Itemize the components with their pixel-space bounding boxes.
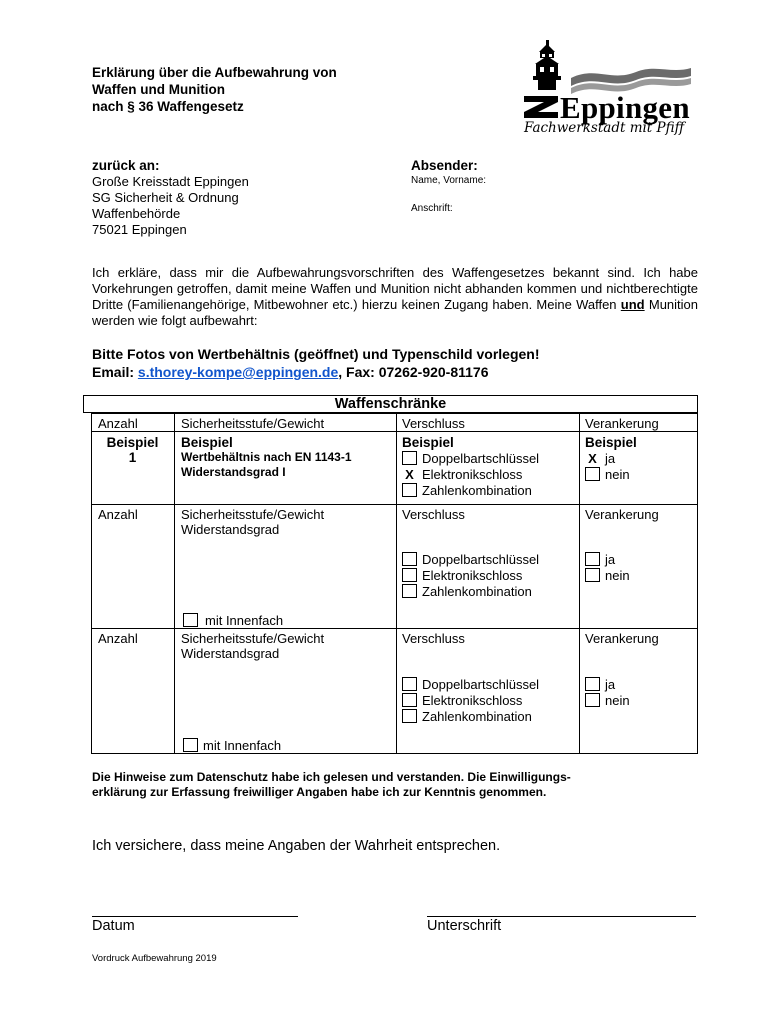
checkbox[interactable] xyxy=(585,552,600,566)
row2-anchor-options xyxy=(585,677,630,709)
date-line[interactable] xyxy=(92,916,298,917)
option-label: Doppelbartschlüssel xyxy=(422,451,540,466)
example-label-text: Beispiel xyxy=(106,435,159,450)
email-label: Email: xyxy=(92,364,138,380)
row1-anchor-label: Verankerung xyxy=(585,507,659,522)
example-security-line: Widerstandsgrad I xyxy=(181,465,286,479)
checkbox[interactable] xyxy=(585,677,600,691)
option-label: ja xyxy=(605,552,616,567)
example-security-line: Wertbehältnis nach EN 1143-1 xyxy=(181,450,352,464)
option-label: Zahlenkombination xyxy=(422,483,532,498)
date-label: Datum xyxy=(92,918,135,934)
checkbox[interactable] xyxy=(402,568,417,582)
checkbox[interactable] xyxy=(402,552,417,566)
row1-lock-options xyxy=(402,552,539,600)
privacy-line: erklärung zur Erfassung freiwilliger Angaben habe ich zur Kenntnis genommen. xyxy=(92,785,547,799)
signature-line[interactable] xyxy=(427,916,696,917)
example-count: 1 xyxy=(128,450,137,465)
sender-address-field[interactable]: Anschrift: xyxy=(411,203,453,214)
row1-anchor-options xyxy=(585,552,630,584)
option-label: mit Innenfach xyxy=(203,738,282,753)
option-label: Elektronikschloss xyxy=(422,693,523,708)
row2-inner-compartment xyxy=(183,738,281,753)
checkbox[interactable] xyxy=(402,709,417,723)
declaration-part2: Munition werden wie folgt aufbewahrt: xyxy=(92,297,699,328)
privacy-line: Die Hinweise zum Datenschutz habe ich gelesen und verstanden. Die Einwilligungs- xyxy=(92,770,571,784)
option-label: ja xyxy=(605,451,616,466)
form-title-line2: Waffen und Munition xyxy=(92,82,225,97)
row2-count-label: Anzahl xyxy=(98,631,138,646)
recipient-line: Waffenbehörde xyxy=(92,206,181,221)
recipient-block xyxy=(92,158,249,238)
example-anchor xyxy=(585,435,637,483)
declaration-text xyxy=(92,265,698,329)
option-label: Doppelbartschlüssel xyxy=(422,677,540,692)
option-label: mit Innenfach xyxy=(205,613,284,628)
header-anchor: Verankerung xyxy=(585,416,659,431)
row1-security-label xyxy=(181,507,324,537)
checkbox[interactable] xyxy=(585,693,600,707)
option-label: Zahlenkombination xyxy=(422,584,532,599)
row2-anchor-label: Verankerung xyxy=(585,631,659,646)
option-label: Elektronikschloss xyxy=(422,568,523,583)
example-security xyxy=(181,435,352,480)
row-header-text: Sicherheitsstufe/Gewicht xyxy=(181,507,325,522)
sender-heading: Absender: xyxy=(411,158,478,173)
option-label: nein xyxy=(605,693,630,708)
recipient-heading: zurück an: xyxy=(92,158,160,173)
row-header-text: Sicherheitsstufe/Gewicht xyxy=(181,631,325,646)
row-header-text: Widerstandsgrad xyxy=(181,522,280,537)
option-label: Elektronikschloss xyxy=(422,467,523,482)
privacy-notice xyxy=(92,770,571,800)
form-title-line3: nach § 36 Waffengesetz xyxy=(92,99,244,114)
checkbox[interactable] xyxy=(402,483,417,497)
safes-table xyxy=(91,395,698,754)
checkbox[interactable] xyxy=(402,584,417,598)
checkbox[interactable] xyxy=(402,451,417,465)
table-title: Waffenschränke xyxy=(334,396,447,412)
recipient-line: SG Sicherheit & Ordnung xyxy=(92,190,239,205)
form-title xyxy=(92,64,337,115)
option-label: nein xyxy=(605,568,630,583)
checkbox[interactable] xyxy=(585,568,600,582)
logo-tagline: Fachwerkstadt mit Pfiff xyxy=(524,120,685,136)
example-lock-label: Beispiel xyxy=(402,435,454,450)
option-label: Zahlenkombination xyxy=(422,709,532,724)
example-label xyxy=(91,435,174,465)
checkmark-x-icon[interactable]: X xyxy=(588,451,597,466)
option-label: nein xyxy=(605,467,630,482)
checkbox[interactable] xyxy=(402,693,417,707)
row1-inner-compartment xyxy=(183,613,283,628)
option-label: ja xyxy=(605,677,616,692)
sender-name-field[interactable]: Name, Vorname: xyxy=(411,175,487,186)
example-anchor-label: Beispiel xyxy=(585,435,637,450)
photo-notice-line: Bitte Fotos von Wertbehältnis (geöffnet) und Typenschild vorlegen! xyxy=(92,346,540,362)
option-label: Doppelbartschlüssel xyxy=(422,552,540,567)
checkbox[interactable] xyxy=(183,613,198,627)
logo-name: Eppingen xyxy=(560,90,690,125)
row1-count-label: Anzahl xyxy=(98,507,138,522)
header-count: Anzahl xyxy=(98,416,138,431)
photo-notice xyxy=(92,345,540,381)
row2-security-label xyxy=(181,631,324,661)
fax-text: , Fax: 07262-920-81176 xyxy=(338,364,489,380)
eppingen-logo xyxy=(516,38,706,142)
declaration-emphasis: und xyxy=(620,297,645,312)
row2-lock-label: Verschluss xyxy=(402,631,465,646)
email-link[interactable]: s.thorey-kompe@eppingen.de xyxy=(137,364,339,380)
example-security-label: Beispiel xyxy=(181,435,233,450)
table-title-box xyxy=(83,395,698,413)
declaration-part1: Ich erkläre, dass mir die Aufbewahrungsvorschriften des Waffengesetzes bekannt sind. Ich habe Vorkehrungen getroffen, damit meine Waffen und Munition nicht abhanden kommen und nichtberechtigte Dritte (Familienangehörige, Mitbewohner etc.) hierzu keinen Zugang haben. Meine Waffen xyxy=(92,265,698,312)
checkbox[interactable] xyxy=(183,738,198,752)
signature-label: Unterschrift xyxy=(427,918,502,934)
checkbox[interactable] xyxy=(585,467,600,481)
recipient-line: 75021 Eppingen xyxy=(92,222,187,237)
checkmark-x-icon[interactable]: X xyxy=(405,467,414,482)
row-header-text: Widerstandsgrad xyxy=(181,646,280,661)
header-security: Sicherheitsstufe/Gewicht xyxy=(181,416,325,431)
footer-text: Vordruck Aufbewahrung 2019 xyxy=(92,953,217,964)
row2-lock-options xyxy=(402,677,539,725)
sender-block xyxy=(411,158,486,214)
header-lock: Verschluss xyxy=(402,416,465,431)
recipient-line: Große Kreisstadt Eppingen xyxy=(92,174,249,189)
checkbox[interactable] xyxy=(402,677,417,691)
assurance-text: Ich versichere, dass meine Angaben der Wahrheit entsprechen. xyxy=(92,838,501,854)
example-lock xyxy=(402,435,539,499)
form-title-line1: Erklärung über die Aufbewahrung von xyxy=(92,65,337,80)
row1-lock-label: Verschluss xyxy=(402,507,465,522)
